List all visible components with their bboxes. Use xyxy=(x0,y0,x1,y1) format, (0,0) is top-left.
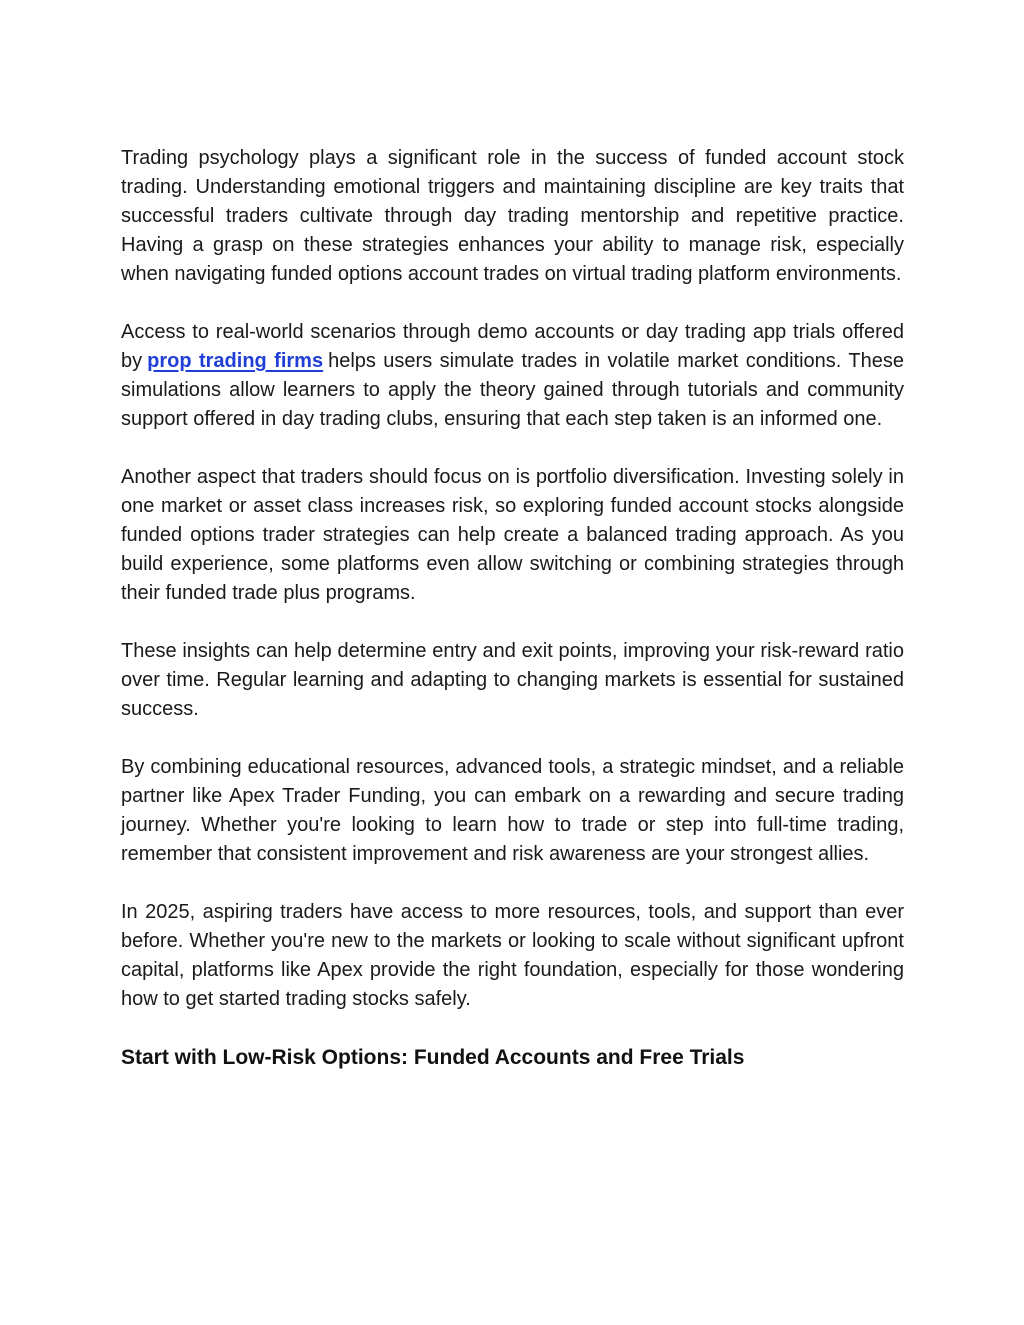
paragraph-trading-psychology: Trading psychology plays a significant role in the success of funded account stock trading. Understanding emotional triggers and maintaining discipline are key traits that successful traders cultivate through day trading mentorship and repetitive practice. Having a grasp on these strategies enhances your ability to manage risk, especially when navigating funded options account trades on virtual trading platform environments. xyxy=(121,147,904,285)
paragraph-2025-traders: In 2025, aspiring traders have access to more resources, tools, and support than ever before. Whether you're new to the markets or looking to scale without significant upfront capital, platforms like Apex provide the right foundation, especially for those wondering how to get started trading stocks safely. xyxy=(121,901,904,1010)
paragraph-real-world-scenarios xyxy=(121,318,904,434)
paragraph-portfolio-diversification: Another aspect that traders should focus on is portfolio diversification. Investing solely in one market or asset class increases risk, so exploring funded account stocks alongside funded options trader strategies can help create a balanced trading approach. As you build experience, some platforms even allow switching or combining strategies through their funded trade plus programs. xyxy=(121,466,904,604)
prop-trading-firms-link[interactable]: prop trading firms xyxy=(147,350,324,372)
paragraph-text-after-link: helps users simulate trades in volatile market conditions. These simulations allow learners to apply the theory gained through tutorials and community support offered in day trading clubs, ensuring that each step taken is an informed one. xyxy=(121,350,904,430)
document-page xyxy=(121,144,904,1073)
paragraph-combining-resources: By combining educational resources, advanced tools, a strategic mindset, and a reliable partner like Apex Trader Funding, you can embark on a rewarding and secure trading journey. Whether you're looking to learn how to trade or step into full-time trading, remember that consistent improvement and risk awareness are your strongest allies. xyxy=(121,756,904,865)
section-heading: Start with Low-Risk Options: Funded Accounts and Free Trials xyxy=(121,1046,745,1069)
paragraph-insights: These insights can help determine entry and exit points, improving your risk-reward ratio over time. Regular learning and adapting to changing markets is essential for sustained success. xyxy=(121,640,904,720)
paragraph-text-before-link: Access to real-world scenarios through demo accounts or day trading app trials offered by xyxy=(121,321,904,372)
